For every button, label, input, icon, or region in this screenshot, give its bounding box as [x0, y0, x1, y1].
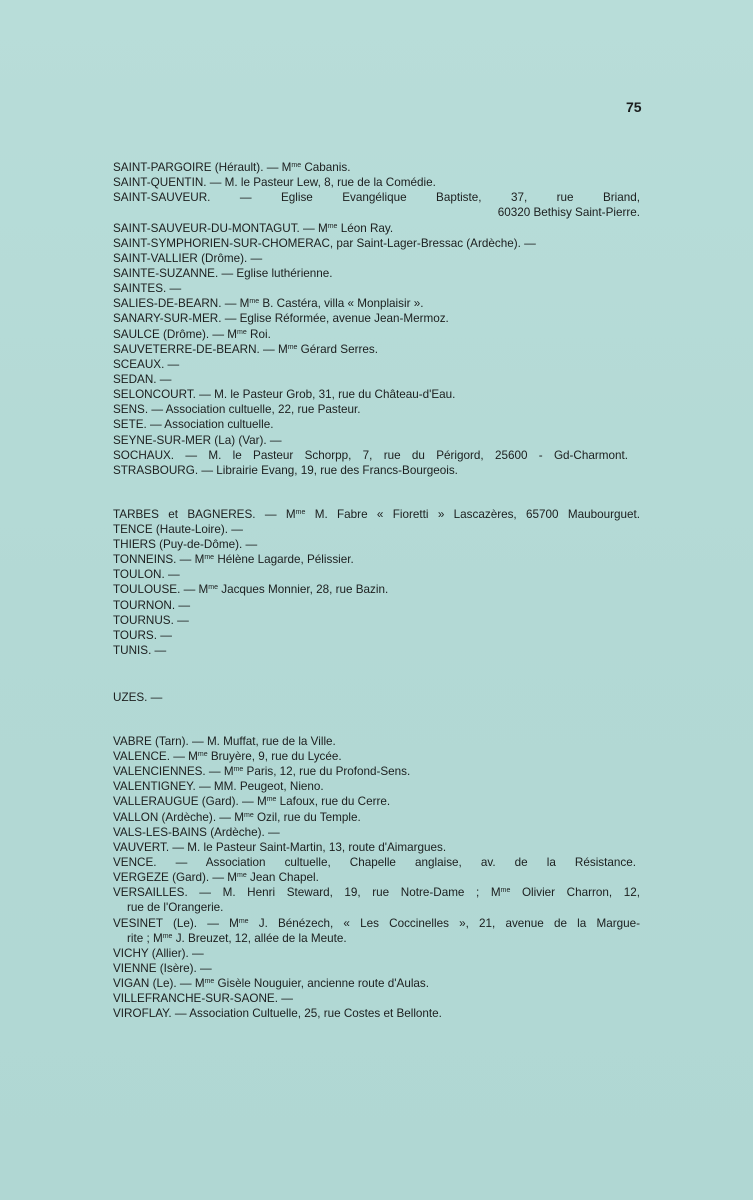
superscript: me	[500, 887, 511, 895]
directory-entry: SAINT-SAUVEUR. — Eglise Evangélique Baptiste, 37, rue Briand,	[113, 191, 640, 205]
page-number: 75	[626, 99, 642, 115]
directory-entry: SOCHAUX. — M. le Pasteur Schorpp, 7, rue du Périgord, 25600 - Gd-Charmont.	[113, 448, 628, 462]
section-t	[113, 507, 640, 658]
directory-entry: SELONCOURT. — M. le Pasteur Grob, 31, rue du Château-d'Eau.	[113, 388, 456, 402]
directory-entry: SCEAUX. —	[113, 357, 180, 371]
directory-entry-continuation: rite ; $M^{me}$ J. Breuzet, 12, allée de la Meute.	[127, 931, 347, 945]
directory-entry: VILLEFRANCHE-SUR-SAONE. —	[113, 992, 293, 1006]
directory-entry: SEYNE-SUR-MER (La) (Var). —	[113, 433, 282, 447]
directory-entry: SAINT-SYMPHORIEN-SUR-CHOMERAC, par Saint-Lager-Bressac (Ardèche). —	[113, 236, 536, 250]
directory-entry: VALENTIGNEY. — MM. Peugeot, Nieno.	[113, 780, 324, 794]
section-v	[113, 734, 640, 1022]
directory-entry: THIERS (Puy-de-Dôme). —	[113, 538, 258, 552]
directory-entry: SAINTES. —	[113, 282, 182, 296]
superscript: me	[204, 554, 215, 562]
directory-entry: SAINT-VALLIER (Drôme). —	[113, 251, 263, 265]
directory-entry: TOULON. —	[113, 568, 180, 582]
superscript: me	[208, 584, 218, 592]
directory-entry: STRASBOURG. — Librairie Evang, 19, rue des Francs-Bourgeois.	[113, 463, 458, 477]
directory-entry: VIENNE (Isère). —	[113, 962, 212, 975]
directory-entry: VABRE (Tarn). — M. Muffat, rue de la Ville.	[113, 734, 336, 748]
superscript: me	[249, 298, 260, 306]
directory-entry: TOURNON. —	[113, 598, 191, 612]
directory-entry: TENCE (Haute-Loire). —	[113, 522, 243, 536]
directory-entry: SENS. — Association cultuelle, 22, rue Pasteur.	[113, 403, 361, 417]
superscript: me	[237, 872, 247, 880]
section-u	[113, 690, 640, 705]
directory-entry: TOURS. —	[113, 628, 172, 642]
directory-entry: SEDAN. —	[113, 372, 172, 386]
superscript: me	[295, 508, 306, 516]
directory-entry: SANARY-SUR-MER. — Eglise Réformée, avenue Jean-Mermoz.	[113, 312, 449, 326]
directory-entry: VIGAN (Le). — $M^{me}$ Gisèle Nouguier, ancienne route d'Aulas.	[113, 977, 430, 991]
directory-entry: VERGEZE (Gard). — $M^{me}$ Jean Chapel.	[113, 871, 319, 885]
superscript: me	[238, 917, 249, 925]
directory-entry: SAINT-PARGOIRE (Hérault). — $M^{me}$ Cabanis.	[113, 161, 351, 174]
directory-list	[113, 160, 640, 1022]
directory-entry: VALENCIENNES. — $M^{me}$ Paris, 12, rue du Profond-Sens.	[113, 765, 411, 779]
superscript: me	[204, 978, 215, 986]
superscript: me	[266, 796, 277, 804]
directory-entry-continuation: 60320 Bethisy Saint-Pierre.	[497, 206, 640, 220]
directory-entry: SAINT-SAUVEUR-DU-MONTAGUT. — $M^{me}$ Léon Ray.	[113, 221, 394, 235]
directory-entry-continuation: rue de l'Orangerie.	[127, 901, 224, 915]
directory-entry: VESINET (Le). — $M^{me}$ J. Bénézech, « Les Coccinelles », 21, avenue de la Margue-	[113, 916, 640, 930]
superscript: me	[233, 766, 244, 774]
directory-entry: VENCE. — Association cultuelle, Chapelle anglaise, av. de la Résistance.	[113, 856, 636, 870]
superscript: me	[327, 222, 338, 230]
directory-entry: SAINTE-SUZANNE. — Eglise luthérienne.	[113, 266, 333, 280]
superscript: me	[291, 162, 302, 169]
superscript: me	[243, 811, 254, 819]
directory-entry: UZES. —	[113, 690, 163, 704]
superscript: me	[162, 932, 173, 940]
superscript: me	[237, 328, 247, 336]
directory-entry: TOULOUSE. — $M^{me}$ Jacques Monnier, 28, rue Bazin.	[113, 583, 389, 597]
directory-entry: VALLON (Ardèche). — $M^{me}$ Ozil, rue du Temple.	[113, 810, 361, 824]
superscript: me	[197, 751, 208, 759]
directory-entry: SAINT-QUENTIN. — M. le Pasteur Lew, 8, rue de la Comédie.	[113, 176, 436, 190]
directory-entry: VALLERAUGUE (Gard). — $M^{me}$ Lafoux, rue du Cerre.	[113, 795, 391, 809]
directory-entry: SAULCE (Drôme). — $M^{me}$ Roi.	[113, 327, 271, 341]
section-s	[113, 160, 640, 478]
directory-entry: VERSAILLES. — M. Henri Steward, 19, rue Notre-Dame ; $M^{me}$ Olivier Charron, 12,	[113, 886, 640, 900]
directory-entry: TOURNUS. —	[113, 613, 189, 627]
directory-entry: VAUVERT. — M. le Pasteur Saint-Martin, 13, route d'Aimargues.	[113, 840, 447, 854]
directory-entry: SALIES-DE-BEARN. — $M^{me}$ B. Castéra, villa « Monplaisir ».	[113, 297, 424, 311]
directory-entry: VICHY (Allier). —	[113, 946, 204, 960]
directory-entry: VALENCE. — $M^{me}$ Bruyère, 9, rue du Lycée.	[113, 750, 342, 764]
directory-entry: TONNEINS. — $M^{me}$ Hélène Lagarde, Pélissier.	[113, 553, 354, 567]
directory-entry: VIROFLAY. — Association Cultuelle, 25, rue Costes et Bellonte.	[113, 1007, 442, 1021]
directory-entry: TARBES et BAGNERES. — $M^{me}$ M. Fabre « Fioretti » Lascazères, 65700 Maubourguet.	[113, 507, 640, 521]
superscript: me	[287, 343, 298, 351]
directory-entry: SAUVETERRE-DE-BEARN. — $M^{me}$ Gérard Serres.	[113, 342, 378, 356]
directory-entry: TUNIS. —	[113, 644, 167, 658]
directory-entry: SETE. — Association cultuelle.	[113, 418, 274, 432]
directory-entry: VALS-LES-BAINS (Ardèche). —	[113, 825, 280, 839]
